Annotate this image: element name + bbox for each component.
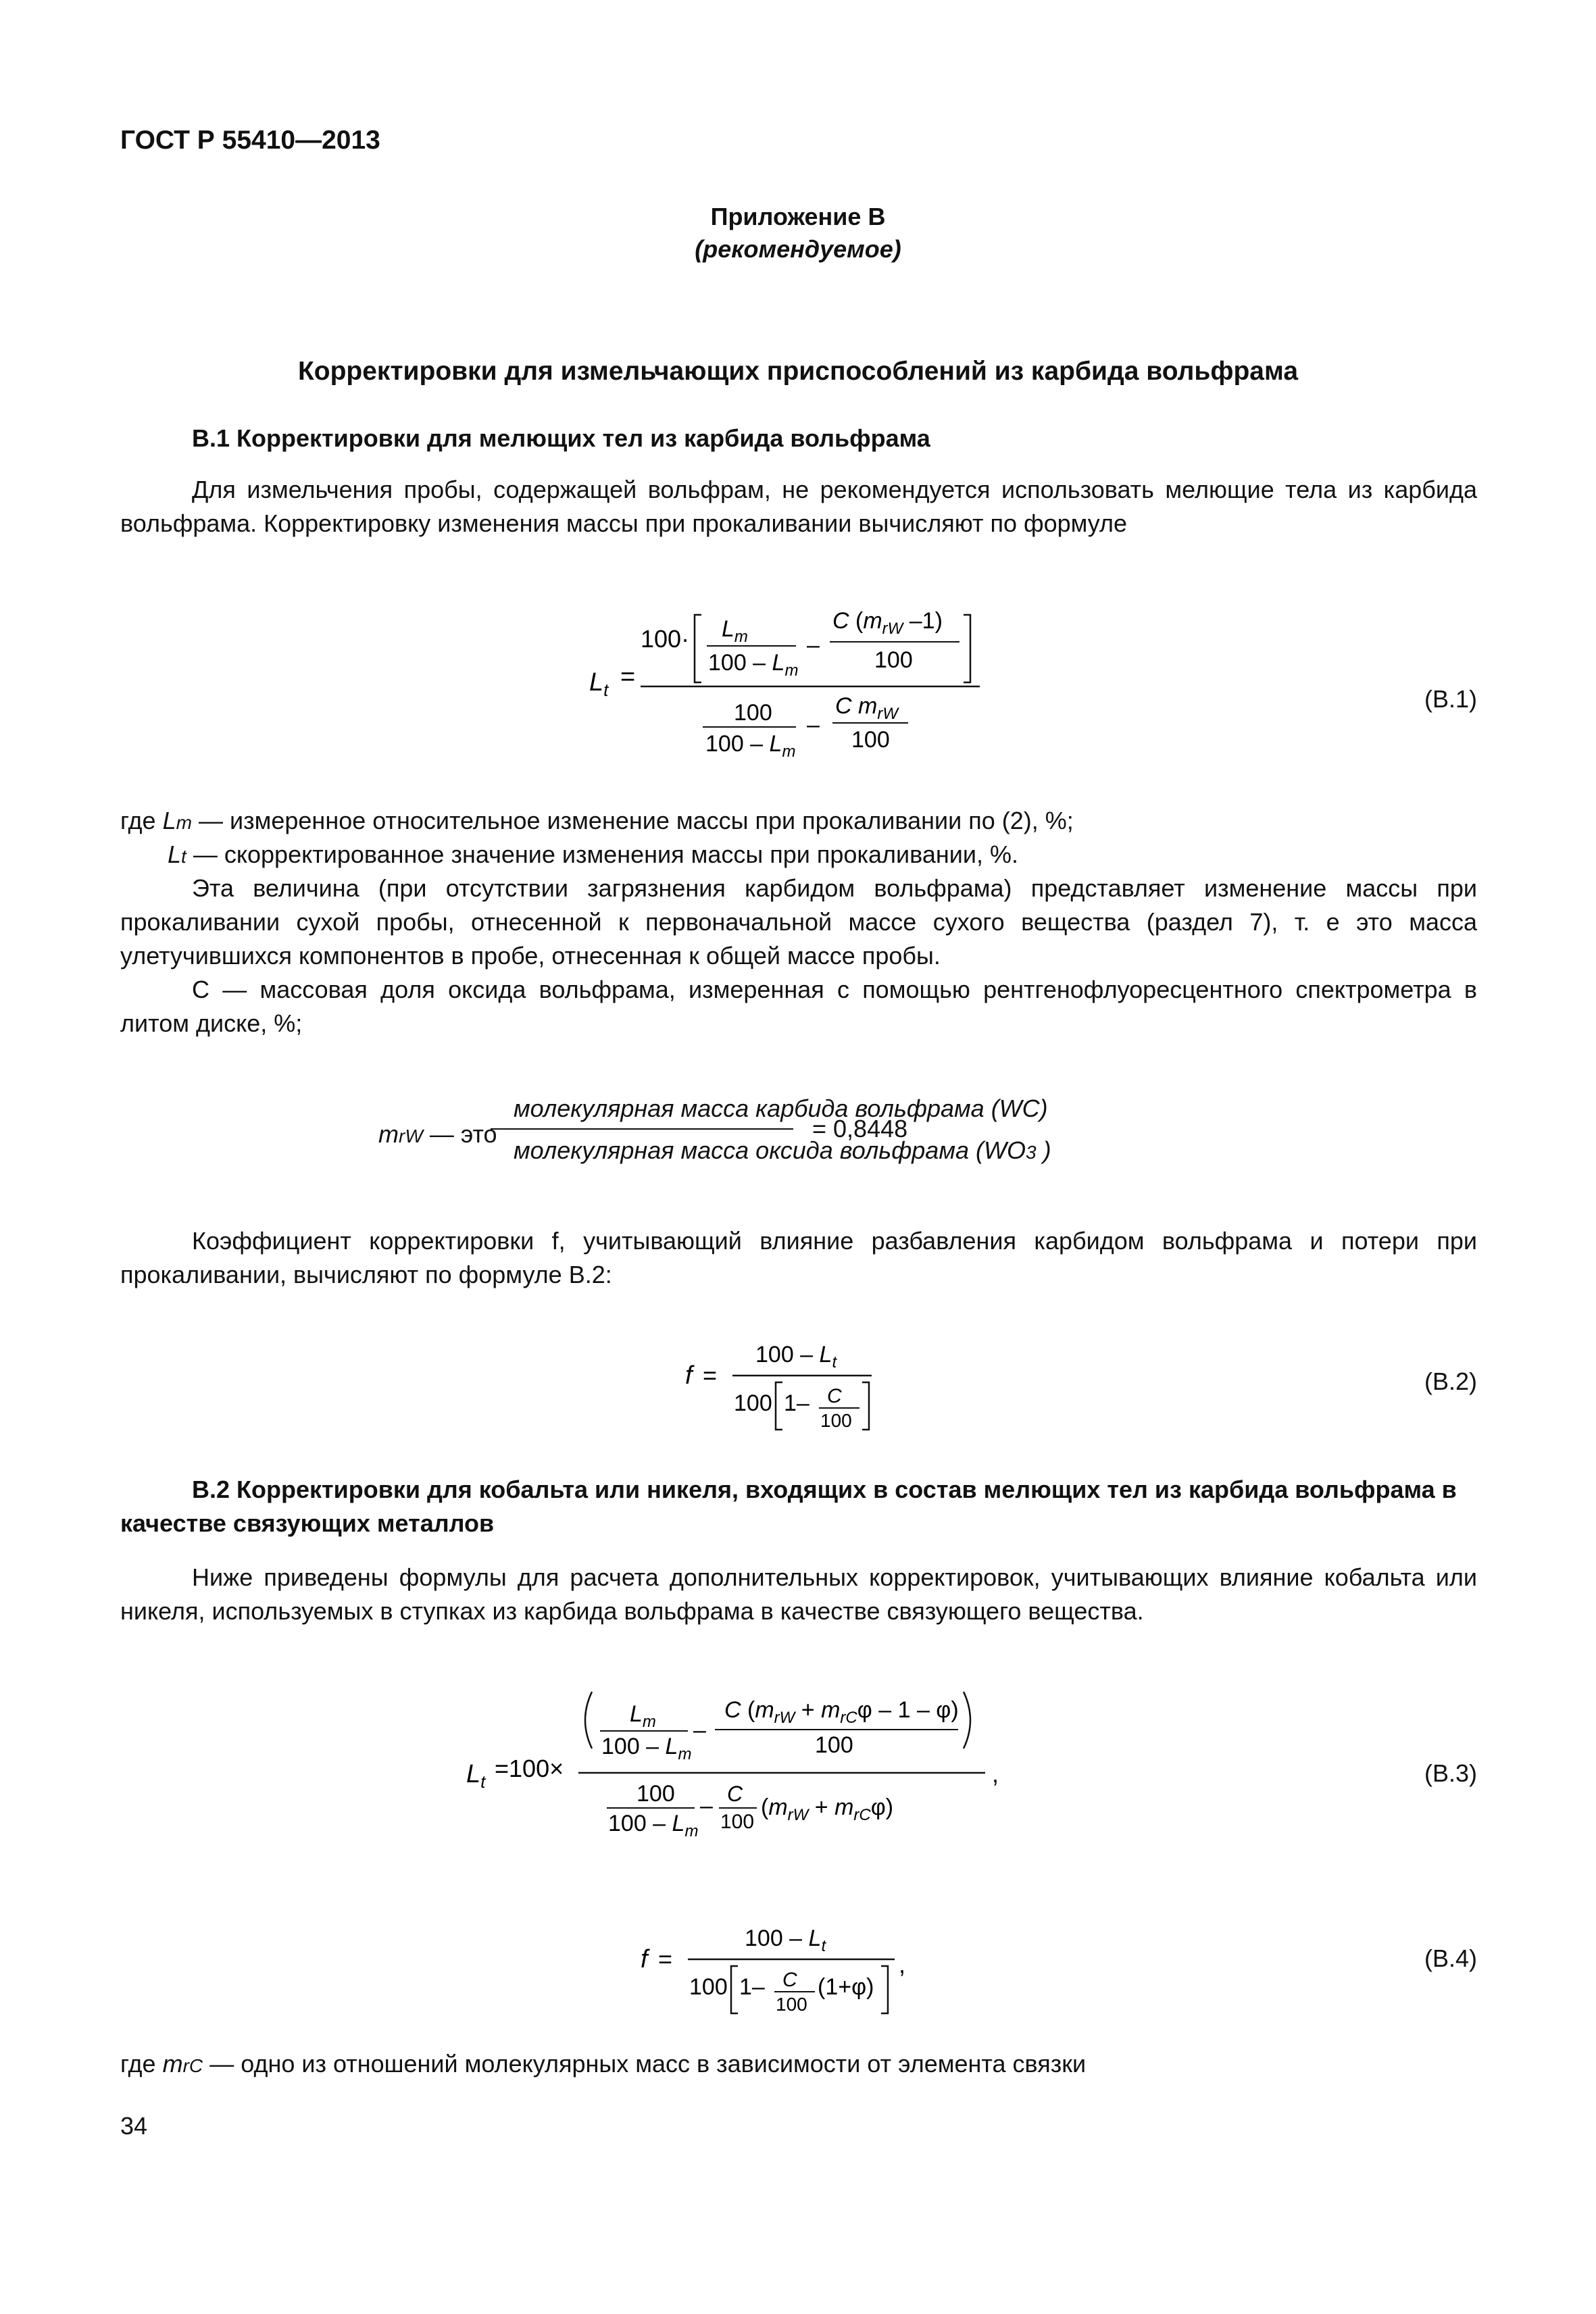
svg-text:f: f [641,1945,648,1973]
svg-text:–: – [693,1717,706,1743]
mrw-numerator: молекулярная масса карбида вольфрама (WC) [514,1095,1048,1122]
where-prefix-2: где [120,2050,156,2078]
eq3-number: (В.3) [1424,1759,1477,1787]
def-lt-note: Эта величина (при отсутствии загрязнения карбидом вольфрама) представляет изменение массы при прокаливании сухой пробы, отнесенной к первоначальной массе сухого вещества (раздел 7), т. е это масса улетучившихся компонентов в пробе, отнесенная к общей массе пробы. [120,874,1477,970]
eq4-number: (В.4) [1424,1944,1477,1972]
b2-heading: В.2 Корректировки для кобальта или никеля, входящих в состав мелющих тел из карбида вольфрама в качестве связующих металлов [120,1476,1457,1537]
svg-text:Lm: $L_m$ [722,616,748,646]
svg-text:Lm: $L_m$ [630,1701,656,1731]
formula-b3 [459,1682,1041,1838]
b1-intro-text: Для измельчения пробы, содержащей вольфрам, не рекомендуется использовать мелющие тела из карбида вольфрама. Корректировку изменения массы при прокаливании вычисляют по формуле [120,476,1477,537]
svg-text:100: 100 [874,647,913,673]
svg-text:100 – Lm: $100 - L_m$ [608,1811,699,1838]
document-id: ГОСТ Р 55410—2013 [120,126,380,155]
b1-heading: В.1 Корректировки для мелющих тел из карбида вольфрама [192,424,930,452]
formula-b4 [631,1919,915,2020]
svg-text:=: = [703,1361,718,1389]
svg-text:100 – Lt: $100 - L_t$ [755,1342,837,1372]
svg-text:,: , [992,1760,999,1788]
page-number: 34 [120,2112,148,2140]
section-title: Корректировки для измельчающих приспособлений из карбида вольфрама [297,357,1299,386]
svg-text:f: f [685,1361,693,1390]
svg-text:(mrW + mrCφ): $(m_{rW} + m_{rC}\varphi)$ [761,1794,894,1824]
b2-intro: Ниже приведены формулы для расчета дополнительных корректировок, учитывающих влияние кобальта или никеля, используемых в ступках из карбида вольфрама в качестве связующего вещества. [120,1563,1477,1625]
formula-b2 [676,1335,905,1436]
def-c-block [120,973,1477,1040]
annex-status: (рекомендуемое) [695,235,901,263]
eq1-number: (В.1) [1424,685,1477,713]
svg-text:–: – [807,632,820,658]
svg-text:,: , [899,1951,906,1978]
svg-text:C mrW: C $m_{rW}$ [835,693,898,723]
svg-text:100: 100 [734,700,772,726]
def-lt-line: Lt — скорректированное значение изменения массы при прокаливании, %. [168,840,1018,868]
mrw-value: = 0,8448 [812,1115,908,1142]
svg-text:C (mrW –1): C ($m_{rW}$ –1) [832,608,943,638]
def-mrc: — одно из отношений молекулярных масс в зависимости от элемента связки [209,2050,1087,2078]
svg-text:–: – [807,712,820,738]
svg-text:C: C [827,1385,842,1407]
eq2-number: (В.2) [1424,1367,1477,1395]
svg-text:=100×: =100× [495,1755,564,1782]
def-mrc-line: где mrC — одно из отношений молекулярных масс в зависимости от элемента связки [120,2050,1087,2078]
svg-text:100: 100 [820,1410,852,1431]
b2-heading-block [120,1473,1477,1540]
svg-text:1–: 1– [784,1390,809,1416]
svg-text:100 – Lm: $100 - L_m$ [708,650,799,680]
def-c: С — массовая доля оксида вольфрама, измеренная с помощью рентгенофлуоресцентного спектрометра в литом диске, %; [120,976,1477,1037]
svg-text:100 – Lt: $100 - L_t$ [745,1926,826,1955]
svg-text:100 – Lm: $100 - L_m$ [705,731,796,761]
svg-text:100: 100 [851,727,890,753]
lt-symbol: $L_t$ [589,668,609,700]
svg-text:=: = [620,663,636,691]
svg-text:C: C [782,1969,797,1991]
svg-text:100 – Lm: $100 - L_m$ [601,1734,692,1763]
svg-text:100: 100 [637,1781,675,1807]
factor-block [120,1224,1477,1292]
svg-text:(1+φ): (1+φ) [818,1974,874,2000]
mrw-denominator: молекулярная масса оксида вольфрама (WO [514,1136,1026,1164]
svg-text:100: 100 [689,1974,728,2000]
where-prefix: где [120,807,156,834]
svg-text:1–: 1– [739,1974,765,2000]
def-lm-line: где Lm — измеренное относительное изменение массы при прокаливании по (2), %; [120,807,1074,834]
svg-text:Lt: $L_t$ [466,1760,486,1792]
factor-text: Коэффициент корректировки f, учитывающий влияние разбавления карбидом вольфрама и потери при прокаливании, вычисляют по формуле В.2: [120,1227,1477,1288]
svg-text:–: – [700,1793,713,1819]
mrw-label: — это [429,1120,497,1148]
svg-text:100: 100 [815,1732,853,1758]
def-lm: — измеренное относительное изменение массы при прокаливании по (2), %; [199,807,1074,834]
svg-text:C: C [727,1782,743,1806]
formula-b1 [581,595,1000,770]
def-lt-note-block [120,872,1477,973]
svg-text:100: 100 [720,1811,755,1833]
svg-text:C (mrW + mrCφ – 1 – φ): C $(m_{rW} + m_{rC}\varphi - 1 - \varphi)$ [724,1697,959,1727]
svg-text:100: 100 [776,1994,807,2015]
svg-text:100: 100 [734,1390,772,1416]
mrw-fraction-line [491,1128,793,1130]
svg-text:=: = [658,1945,673,1973]
svg-text:100·: 100· [641,625,690,653]
b1-intro [120,473,1477,540]
b2-intro-block [120,1561,1477,1628]
def-lt: — скорректированное значение изменения массы при прокаливании, %. [193,840,1018,868]
annex-title: Приложение В [710,203,886,230]
